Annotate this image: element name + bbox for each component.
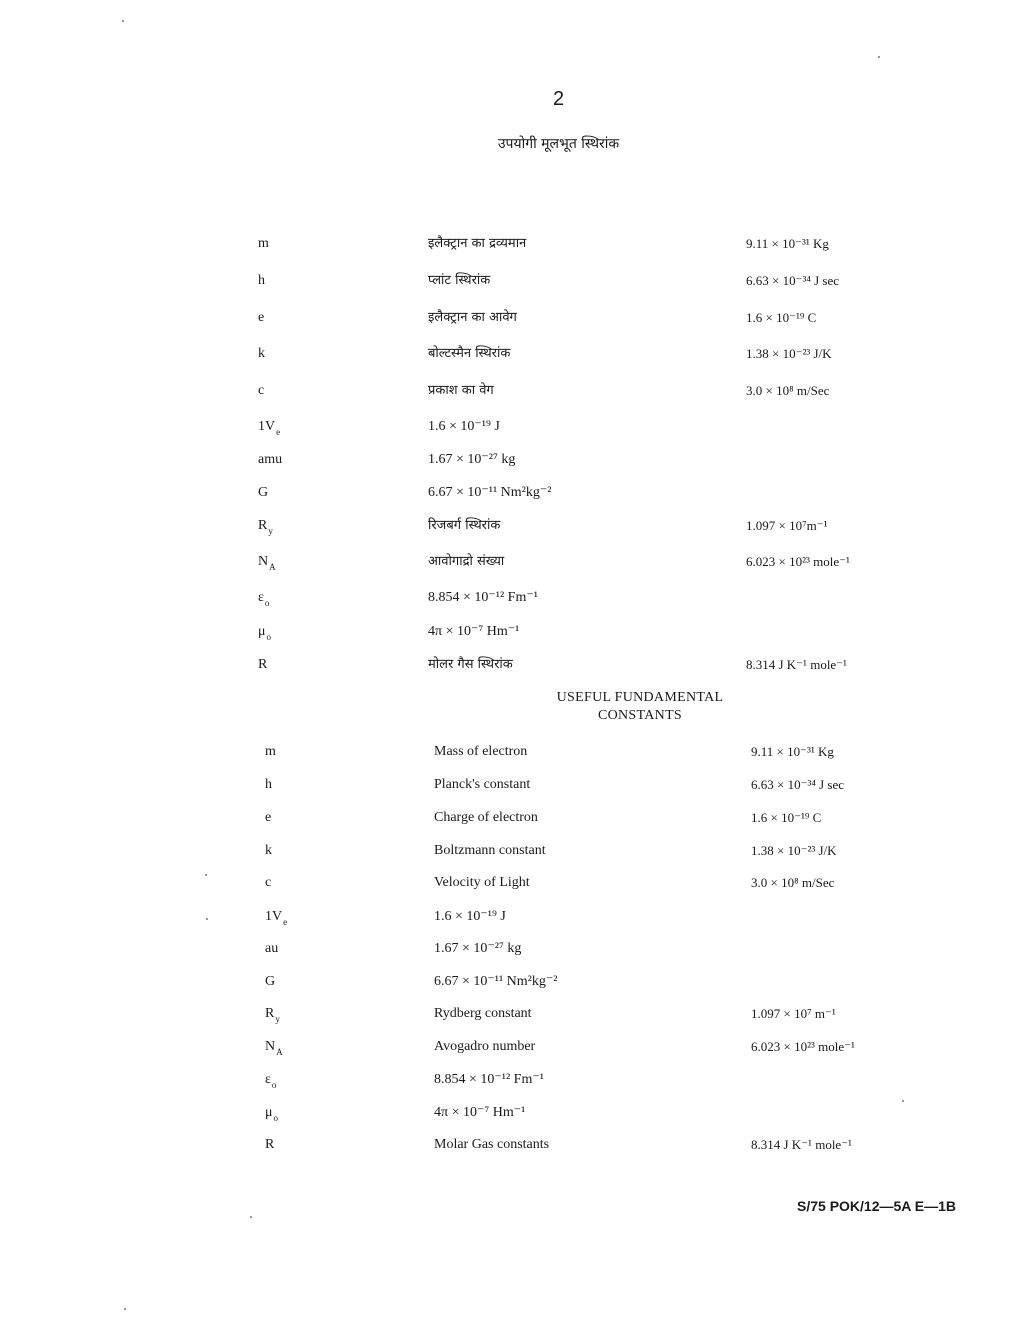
symbol-text: ε <box>258 590 264 605</box>
english-heading <box>520 689 760 725</box>
symbol-text: N <box>258 554 269 569</box>
symbol-subscript: e <box>283 917 288 927</box>
constant-symbol <box>258 620 271 644</box>
constant-value: 3.0 × 10⁸ m/Sec <box>751 875 835 890</box>
page-number: 2 <box>552 88 565 110</box>
constant-name: 1.67 × 10⁻²⁷ kg <box>434 941 522 956</box>
constant-symbol <box>265 905 287 929</box>
constant-symbol <box>258 586 269 610</box>
constant-symbol <box>265 1133 274 1157</box>
symbol-text: N <box>265 1039 276 1054</box>
english-heading-line1: USEFUL FUNDAMENTAL <box>556 690 724 705</box>
constant-symbol <box>265 1068 276 1092</box>
scan-speck <box>205 874 207 876</box>
constant-name: Avogadro number <box>434 1039 536 1054</box>
constant-symbol <box>265 806 271 830</box>
constant-value: 3.0 × 10⁸ m/Sec <box>746 383 830 398</box>
constant-name: 1.6 × 10⁻¹⁹ J <box>434 909 506 924</box>
constant-symbol <box>265 1002 280 1026</box>
constant-symbol <box>258 415 280 439</box>
constant-name: 6.67 × 10⁻¹¹ Nm²kg⁻² <box>434 974 558 989</box>
constant-symbol <box>258 379 264 403</box>
symbol-text: G <box>265 974 276 989</box>
constant-name: इलैक्ट्रान का द्रव्यमान <box>428 236 527 251</box>
symbol-subscript: A <box>269 562 276 572</box>
constant-value: 8.314 J K⁻¹ mole⁻¹ <box>746 657 847 672</box>
constant-name: मोलर गैस स्थिरांक <box>428 657 513 672</box>
constant-symbol <box>265 839 272 863</box>
constant-name: 4π × 10⁻⁷ Hm⁻¹ <box>434 1105 526 1120</box>
constant-name: 8.854 × 10⁻¹² Fm⁻¹ <box>428 590 538 605</box>
constant-name: Planck's constant <box>434 777 531 792</box>
constant-name: 1.6 × 10⁻¹⁹ J <box>428 419 500 434</box>
scan-speck <box>878 56 880 58</box>
constant-name: आवोगाद्रो संख्या <box>428 554 505 569</box>
constant-value: 1.097 × 10⁷ m⁻¹ <box>751 1006 836 1021</box>
constant-symbol <box>258 232 269 256</box>
constant-value: 1.6 × 10⁻¹⁹ C <box>746 310 817 325</box>
scan-speck <box>250 1216 252 1218</box>
constant-value: 6.023 × 10²³ mole⁻¹ <box>746 554 850 569</box>
constant-value: 9.11 × 10⁻³¹ Kg <box>751 744 834 759</box>
constant-symbol <box>265 937 278 961</box>
constant-value: 9.11 × 10⁻³¹ Kg <box>746 236 829 251</box>
constant-name: 1.67 × 10⁻²⁷ kg <box>428 452 516 467</box>
constant-name: 6.67 × 10⁻¹¹ Nm²kg⁻² <box>428 485 552 500</box>
constant-name: प्लांट स्थिरांक <box>428 273 491 288</box>
symbol-text: k <box>258 346 265 361</box>
symbol-text: μ <box>258 624 266 639</box>
constant-value: 1.38 × 10⁻²³ J/K <box>746 346 832 361</box>
symbol-subscript: o <box>271 1080 277 1090</box>
symbol-text: k <box>265 843 272 858</box>
constant-name: Mass of electron <box>434 744 528 759</box>
symbol-text: R <box>258 518 268 533</box>
constant-name: इलैक्ट्रान का आवेग <box>428 310 517 325</box>
symbol-text: m <box>258 236 269 251</box>
constant-name: बोल्टस्मैन स्थिरांक <box>428 346 511 361</box>
symbol-text: μ <box>265 1105 273 1120</box>
symbol-subscript: y <box>268 526 273 536</box>
symbol-text: e <box>265 810 272 825</box>
constant-value: 1.38 × 10⁻²³ J/K <box>751 843 837 858</box>
symbol-text: 1V <box>265 909 283 924</box>
constant-symbol <box>265 740 276 764</box>
symbol-text: h <box>265 777 272 792</box>
constant-name: Charge of electron <box>434 810 538 825</box>
constant-symbol <box>258 342 265 366</box>
constant-symbol <box>258 481 268 505</box>
hindi-title: उपयोगी मूलभूत स्थिरांक <box>497 136 620 152</box>
symbol-text: h <box>258 273 265 288</box>
english-heading-line2: CONSTANTS <box>597 708 683 723</box>
constant-symbol <box>258 653 267 677</box>
scan-speck <box>902 1100 904 1102</box>
symbol-text: e <box>258 310 265 325</box>
constant-name: Velocity of Light <box>434 875 530 890</box>
constant-symbol <box>265 773 272 797</box>
constant-value: 8.314 J K⁻¹ mole⁻¹ <box>751 1137 852 1152</box>
constant-name: Boltzmann constant <box>434 843 546 858</box>
symbol-text: R <box>258 657 268 672</box>
symbol-text: m <box>265 744 276 759</box>
footer-code: S/75 POK/12—5A E—1B <box>797 1198 956 1214</box>
constant-name: प्रकाश का वेग <box>428 383 494 398</box>
constant-value: 1.6 × 10⁻¹⁹ C <box>751 810 822 825</box>
symbol-text: G <box>258 485 269 500</box>
constant-symbol <box>265 970 275 994</box>
symbol-text: amu <box>258 452 283 467</box>
symbol-subscript: o <box>264 598 270 608</box>
constant-symbol <box>258 448 282 472</box>
symbol-text: 1V <box>258 419 276 434</box>
constant-symbol <box>258 306 264 330</box>
constant-value: 1.097 × 10⁷m⁻¹ <box>746 518 828 533</box>
constant-name: Molar Gas constants <box>434 1137 550 1152</box>
constant-value: 6.023 × 10²³ mole⁻¹ <box>751 1039 855 1054</box>
constant-name: 4π × 10⁻⁷ Hm⁻¹ <box>428 624 520 639</box>
scan-speck <box>124 1308 126 1310</box>
symbol-text: ε <box>265 1072 271 1087</box>
constant-symbol <box>265 1035 283 1059</box>
symbol-subscript: o <box>273 1113 279 1123</box>
constant-symbol <box>265 1101 278 1125</box>
symbol-subscript: e <box>276 427 281 437</box>
symbol-subscript: A <box>276 1047 283 1057</box>
constant-value: 6.63 × 10⁻³⁴ J sec <box>751 777 845 792</box>
symbol-subscript: y <box>275 1014 280 1024</box>
symbol-text: c <box>258 383 265 398</box>
constant-symbol <box>258 514 273 538</box>
constant-name: रिजबर्ग स्थिरांक <box>428 518 501 533</box>
symbol-text: c <box>265 875 272 890</box>
scan-speck <box>206 918 208 920</box>
symbol-text: R <box>265 1137 275 1152</box>
constant-symbol <box>258 269 265 293</box>
constant-symbol <box>258 550 276 574</box>
constant-value: 6.63 × 10⁻³⁴ J sec <box>746 273 840 288</box>
constant-name: Rydberg constant <box>434 1006 532 1021</box>
symbol-text: au <box>265 941 279 956</box>
constant-symbol <box>265 871 271 895</box>
constant-name: 8.854 × 10⁻¹² Fm⁻¹ <box>434 1072 544 1087</box>
symbol-text: R <box>265 1006 275 1021</box>
symbol-subscript: o <box>266 632 272 642</box>
scan-speck <box>122 20 124 22</box>
